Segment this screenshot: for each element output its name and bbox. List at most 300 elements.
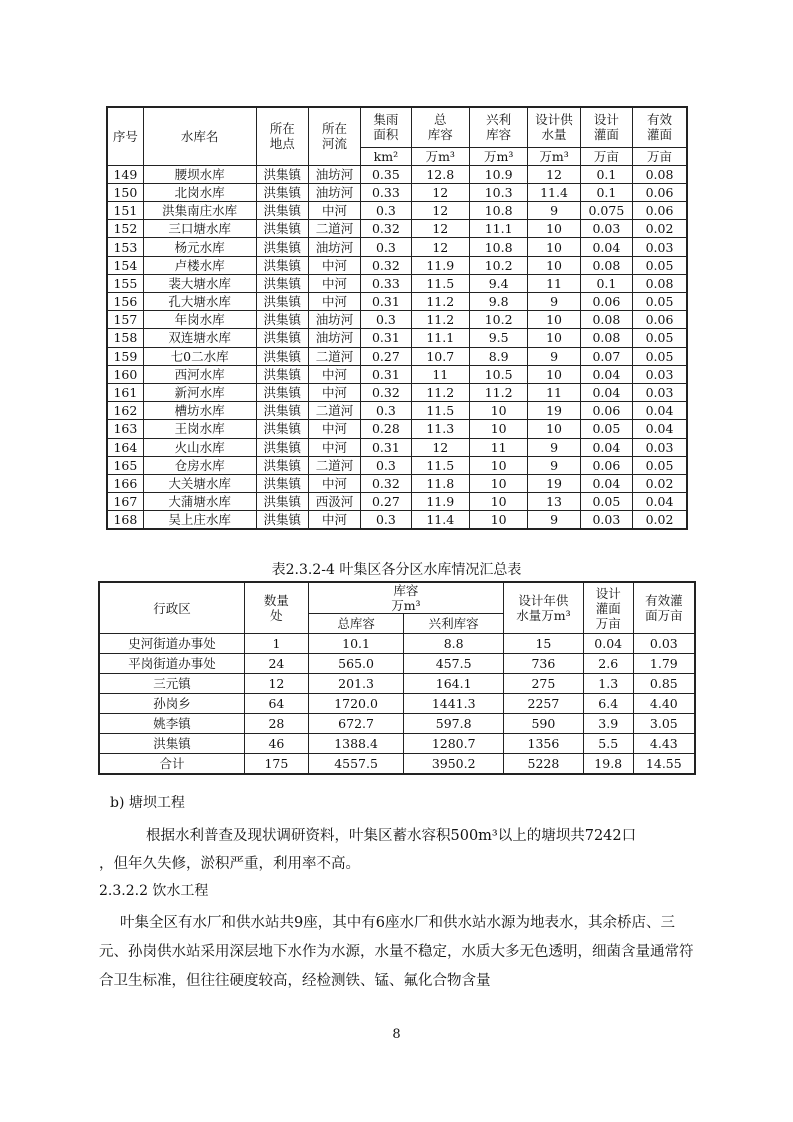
table-cell: 1.3 — [583, 674, 633, 694]
paragraph: 根据水利普查及现状调研资料，叶集区蓄水容积500m³以上的塘坝共7242口 — [146, 828, 637, 844]
table-cell: 中河 — [308, 202, 360, 220]
reservoir-table — [106, 106, 688, 530]
table-cell: 11.5 — [411, 456, 469, 474]
table-cell: 0.32 — [361, 220, 411, 238]
table-row — [99, 734, 695, 754]
table-cell: 15 — [504, 634, 584, 654]
table-cell: 672.7 — [308, 714, 404, 734]
table-cell: 0.3 — [361, 456, 411, 474]
table-cell: 10.3 — [469, 183, 527, 201]
table-cell: 洪集镇 — [256, 165, 308, 183]
reservoir-table-header — [107, 107, 687, 165]
table-cell: 10 — [469, 420, 527, 438]
table-cell: 201.3 — [308, 674, 404, 694]
table-cell: 9 — [528, 202, 580, 220]
table-cell: 吴上庄水库 — [143, 511, 256, 530]
table-cell: 161 — [107, 383, 143, 401]
table-row — [107, 238, 687, 256]
table-cell: 11.2 — [411, 383, 469, 401]
table-cell: 三元镇 — [99, 674, 245, 694]
table-cell: 0.06 — [580, 293, 632, 311]
subheading: b) 塘坝工程 — [110, 795, 185, 811]
table-cell: 164 — [107, 438, 143, 456]
table-cell: 9 — [528, 456, 580, 474]
table-cell: 0.05 — [633, 347, 687, 365]
table-row — [99, 714, 695, 734]
table-cell: 3950.2 — [404, 754, 504, 775]
table-cell: 1.79 — [633, 654, 695, 674]
table-cell: 3.05 — [633, 714, 695, 734]
table-row — [107, 202, 687, 220]
table-cell: 双连塘水库 — [143, 329, 256, 347]
table-cell: 10 — [469, 402, 527, 420]
table-cell: 11.5 — [411, 402, 469, 420]
table-cell: 0.04 — [580, 438, 632, 456]
table-cell: 0.3 — [361, 202, 411, 220]
table-cell: 孔大塘水库 — [143, 293, 256, 311]
table-row — [107, 311, 687, 329]
header-cell: 总库容 — [308, 614, 404, 634]
table-cell: 0.08 — [633, 274, 687, 292]
table-cell: 12 — [411, 238, 469, 256]
table-cell: 0.27 — [361, 493, 411, 511]
table-cell: 0.05 — [633, 293, 687, 311]
table-cell: 3.9 — [583, 714, 633, 734]
table-row — [107, 256, 687, 274]
table-cell: 油坊河 — [308, 238, 360, 256]
table-cell: 8.8 — [404, 634, 504, 654]
table-cell: 中河 — [308, 438, 360, 456]
table-row — [107, 293, 687, 311]
table-row — [107, 183, 687, 201]
header-cell: 集雨 面积 — [361, 107, 411, 147]
table-cell: 149 — [107, 165, 143, 183]
table-cell: 2.6 — [583, 654, 633, 674]
table-cell: 11 — [528, 274, 580, 292]
table-cell: 0.04 — [633, 420, 687, 438]
district-summary-table — [98, 581, 696, 775]
table-cell: 10.7 — [411, 347, 469, 365]
table-cell: 洪集镇 — [256, 329, 308, 347]
table-cell: 1280.7 — [404, 734, 504, 754]
table-cell: 杨元水库 — [143, 238, 256, 256]
table-cell: 0.1 — [580, 183, 632, 201]
table-cell: 153 — [107, 238, 143, 256]
table-cell: 0.28 — [361, 420, 411, 438]
table-cell: 中河 — [308, 256, 360, 274]
table-cell: 北岗水库 — [143, 183, 256, 201]
table-cell: 1441.3 — [404, 694, 504, 714]
table-cell: 166 — [107, 474, 143, 492]
table-cell: 0.03 — [633, 365, 687, 383]
table-cell: 0.06 — [580, 402, 632, 420]
table-cell: 中河 — [308, 274, 360, 292]
table-cell: 11.1 — [411, 329, 469, 347]
table-cell: 11 — [469, 438, 527, 456]
table-row — [99, 674, 695, 694]
table-cell: 590 — [504, 714, 584, 734]
table-cell: 11.4 — [411, 511, 469, 530]
table-cell: 新河水库 — [143, 383, 256, 401]
table-row — [107, 420, 687, 438]
table-cell: 12 — [411, 183, 469, 201]
header-cell: 设计年供 水量万m³ — [504, 582, 584, 634]
table-cell: 10 — [528, 256, 580, 274]
table-cell: 64 — [245, 694, 309, 714]
table-cell: 西汲河 — [308, 493, 360, 511]
table-cell: 中河 — [308, 293, 360, 311]
table-cell: 10 — [469, 474, 527, 492]
table-cell: 洪集镇 — [256, 238, 308, 256]
table-cell: 19 — [528, 474, 580, 492]
table-cell: 卢楼水库 — [143, 256, 256, 274]
header-cell: 有效灌 面万亩 — [633, 582, 695, 634]
table-cell: 年岗水库 — [143, 311, 256, 329]
table-cell: 0.03 — [633, 383, 687, 401]
table-cell: 0.03 — [633, 438, 687, 456]
table-cell: 154 — [107, 256, 143, 274]
table-cell: 4557.5 — [308, 754, 404, 775]
table-cell: 0.32 — [361, 474, 411, 492]
table-cell: 175 — [245, 754, 309, 775]
table-cell: 0.3 — [361, 402, 411, 420]
header-cell: 设计 灌面 万亩 — [583, 582, 633, 634]
table-cell: 王岗水库 — [143, 420, 256, 438]
table-cell: 0.1 — [580, 274, 632, 292]
table-cell: 槽坊水库 — [143, 402, 256, 420]
table-cell: 11.8 — [411, 474, 469, 492]
table-cell: 洪集镇 — [256, 347, 308, 365]
table-cell: 10 — [528, 329, 580, 347]
table-cell: 1720.0 — [308, 694, 404, 714]
table-cell: 洪集镇 — [256, 220, 308, 238]
table-cell: 洪集镇 — [256, 493, 308, 511]
table-cell: 0.03 — [580, 511, 632, 530]
table-cell: 597.8 — [404, 714, 504, 734]
table-cell: 0.05 — [633, 329, 687, 347]
unit-cell: 万亩 — [633, 147, 687, 165]
table-cell: 0.35 — [361, 165, 411, 183]
table-cell: 46 — [245, 734, 309, 754]
header-cell: 兴利 库容 — [469, 107, 527, 147]
table-cell: 西河水库 — [143, 365, 256, 383]
table-cell: 12 — [411, 202, 469, 220]
table-cell: 0.05 — [633, 256, 687, 274]
table-cell: 洪集镇 — [256, 438, 308, 456]
table-cell: 151 — [107, 202, 143, 220]
table-cell: 6.4 — [583, 694, 633, 714]
table-cell: 0.04 — [583, 634, 633, 654]
table-cell: 0.08 — [580, 311, 632, 329]
table-cell: 11.5 — [411, 274, 469, 292]
table-row — [107, 220, 687, 238]
table-cell: 0.27 — [361, 347, 411, 365]
table-cell: 8.9 — [469, 347, 527, 365]
table-cell: 0.03 — [633, 238, 687, 256]
table-cell: 160 — [107, 365, 143, 383]
table-cell: 12 — [411, 220, 469, 238]
table-row — [107, 329, 687, 347]
table-row — [107, 165, 687, 183]
table-row — [107, 365, 687, 383]
table-row — [107, 511, 687, 530]
table-cell: 二道河 — [308, 456, 360, 474]
table-cell: 4.40 — [633, 694, 695, 714]
table-cell: 0.32 — [361, 256, 411, 274]
table-cell: 0.3 — [361, 311, 411, 329]
table-cell: 中河 — [308, 511, 360, 530]
table-cell: 中河 — [308, 420, 360, 438]
unit-cell: 万m³ — [528, 147, 580, 165]
table-cell: 0.05 — [633, 456, 687, 474]
table-row — [99, 654, 695, 674]
table-row — [107, 456, 687, 474]
table-cell: 152 — [107, 220, 143, 238]
table-cell: 油坊河 — [308, 329, 360, 347]
table-cell: 洪集镇 — [256, 274, 308, 292]
summary-table-body — [99, 634, 695, 775]
table-cell: 275 — [504, 674, 584, 694]
header-cell: 总 库容 — [411, 107, 469, 147]
header-cell: 序号 — [107, 107, 143, 165]
table-cell: 0.04 — [580, 238, 632, 256]
table-cell: 11.3 — [411, 420, 469, 438]
table-cell: 10.2 — [469, 311, 527, 329]
table-cell: 0.04 — [580, 474, 632, 492]
table-cell: 油坊河 — [308, 183, 360, 201]
header-cell: 所在 河流 — [308, 107, 360, 165]
table-cell: 457.5 — [404, 654, 504, 674]
table-cell: 0.08 — [633, 165, 687, 183]
table-cell: 1388.4 — [308, 734, 404, 754]
table-cell: 11.1 — [469, 220, 527, 238]
table-cell: 0.08 — [580, 256, 632, 274]
table-cell: 9 — [528, 438, 580, 456]
table-cell: 0.1 — [580, 165, 632, 183]
table-cell: 19.8 — [583, 754, 633, 775]
table-cell: 10.8 — [469, 238, 527, 256]
table-cell: 0.32 — [361, 383, 411, 401]
table-cell: 二道河 — [308, 347, 360, 365]
table-cell: 0.075 — [580, 202, 632, 220]
table-cell: 9.4 — [469, 274, 527, 292]
table-cell: 0.06 — [580, 456, 632, 474]
table-cell: 159 — [107, 347, 143, 365]
table-cell: 11.9 — [411, 493, 469, 511]
table-cell: 10 — [528, 365, 580, 383]
table-cell: 洪集镇 — [256, 256, 308, 274]
table-cell: 10.9 — [469, 165, 527, 183]
unit-cell: 万m³ — [411, 147, 469, 165]
table-cell: 0.31 — [361, 293, 411, 311]
table-row — [107, 474, 687, 492]
header-cell: 设计 灌面 — [580, 107, 632, 147]
table-cell: 裴大塘水库 — [143, 274, 256, 292]
table-row — [107, 383, 687, 401]
table-row — [107, 274, 687, 292]
table-cell: 156 — [107, 293, 143, 311]
table-cell: 孙岗乡 — [99, 694, 245, 714]
summary-table-header — [99, 582, 695, 634]
table-cell: 洪集南庄水库 — [143, 202, 256, 220]
table-row — [107, 438, 687, 456]
table-cell: 9 — [528, 347, 580, 365]
table-cell: 0.02 — [633, 220, 687, 238]
table-cell: 二道河 — [308, 402, 360, 420]
table-cell: 10.8 — [469, 202, 527, 220]
table-cell: 七0二水库 — [143, 347, 256, 365]
table-cell: 2257 — [504, 694, 584, 714]
table-cell: 24 — [245, 654, 309, 674]
table-cell: 10 — [528, 220, 580, 238]
table-cell: 0.31 — [361, 438, 411, 456]
table-cell: 0.02 — [633, 474, 687, 492]
reservoir-table-body — [107, 165, 687, 529]
table-cell: 三口塘水库 — [143, 220, 256, 238]
table-cell: 油坊河 — [308, 311, 360, 329]
table-cell: 0.33 — [361, 274, 411, 292]
table-cell: 11 — [411, 365, 469, 383]
table-cell: 0.06 — [633, 202, 687, 220]
table-cell: 0.31 — [361, 365, 411, 383]
table-cell: 10 — [528, 311, 580, 329]
table-cell: 0.06 — [633, 183, 687, 201]
table-cell: 10.1 — [308, 634, 404, 654]
table-cell: 火山水库 — [143, 438, 256, 456]
header-cell: 数量 处 — [245, 582, 309, 634]
table-cell: 11.2 — [411, 311, 469, 329]
table-cell: 9.8 — [469, 293, 527, 311]
table-row — [99, 694, 695, 714]
table-caption: 表2.3.2-4 叶集区各分区水库情况汇总表 — [271, 562, 522, 578]
table-row — [99, 754, 695, 775]
table-cell: 平岗街道办事处 — [99, 654, 245, 674]
header-cell: 设计供 水量 — [528, 107, 580, 147]
table-cell: 11.4 — [528, 183, 580, 201]
table-cell: 0.85 — [633, 674, 695, 694]
header-cell: 有效 灌面 — [633, 107, 687, 147]
table-cell: 158 — [107, 329, 143, 347]
table-cell: 中河 — [308, 474, 360, 492]
table-cell: 11 — [528, 383, 580, 401]
table-cell: 0.07 — [580, 347, 632, 365]
table-cell: 合计 — [99, 754, 245, 775]
unit-cell: 万亩 — [580, 147, 632, 165]
table-cell: 洪集镇 — [256, 365, 308, 383]
table-cell: 150 — [107, 183, 143, 201]
table-cell: 10.5 — [469, 365, 527, 383]
table-cell: 0.02 — [633, 511, 687, 530]
table-cell: 155 — [107, 274, 143, 292]
table-cell: 洪集镇 — [99, 734, 245, 754]
table-cell: 0.05 — [580, 493, 632, 511]
table-cell: 0.04 — [580, 365, 632, 383]
header-cell: 行政区 — [99, 582, 245, 634]
table-cell: 10 — [469, 511, 527, 530]
table-cell: 11.2 — [411, 293, 469, 311]
table-cell: 洪集镇 — [256, 311, 308, 329]
table-cell: 大蒲塘水库 — [143, 493, 256, 511]
table-cell: 12 — [245, 674, 309, 694]
table-cell: 14.55 — [633, 754, 695, 775]
table-cell: 4.43 — [633, 734, 695, 754]
table-cell: 11.2 — [469, 383, 527, 401]
table-cell: 10.2 — [469, 256, 527, 274]
unit-cell: km² — [361, 147, 411, 165]
table-cell: 736 — [504, 654, 584, 674]
table-cell: 大关塘水库 — [143, 474, 256, 492]
table-cell: 史河街道办事处 — [99, 634, 245, 654]
table-cell: 165 — [107, 456, 143, 474]
table-cell: 0.3 — [361, 238, 411, 256]
table-cell: 1356 — [504, 734, 584, 754]
table-cell: 9 — [528, 293, 580, 311]
table-cell: 12 — [411, 438, 469, 456]
table-cell: 28 — [245, 714, 309, 734]
table-cell: 157 — [107, 311, 143, 329]
table-cell: 0.05 — [580, 420, 632, 438]
table-cell: 洪集镇 — [256, 474, 308, 492]
table-cell: 0.04 — [580, 383, 632, 401]
table-cell: 姚李镇 — [99, 714, 245, 734]
table-cell: 洪集镇 — [256, 293, 308, 311]
table-row — [107, 493, 687, 511]
paragraph: 叶集全区有水厂和供水站共9座，其中有6座水厂和供水站水源为地表水，其余桥店、三元、孙岗供水站采用深层地下水作为水源，水量不稳定，水质大多无色透明，细菌含量通常符合卫生标准，但往往硬度较高，经检测铁、锰、氟化合物含量 — [99, 915, 694, 989]
header-cell: 所在 地点 — [256, 107, 308, 165]
table-cell: 0.31 — [361, 329, 411, 347]
table-cell: 1 — [245, 634, 309, 654]
table-cell: 0.03 — [633, 634, 695, 654]
table-cell: 9.5 — [469, 329, 527, 347]
table-cell: 腰坝水库 — [143, 165, 256, 183]
section-heading: 2.3.2.2 饮水工程 — [99, 883, 209, 899]
table-cell: 中河 — [308, 365, 360, 383]
table-cell: 0.04 — [633, 402, 687, 420]
header-cell: 库容 万m³ — [308, 582, 503, 614]
table-cell: 167 — [107, 493, 143, 511]
table-cell: 12 — [528, 165, 580, 183]
table-cell: 洪集镇 — [256, 202, 308, 220]
paragraph: ，但年久失修，淤积严重，利用率不高。 — [99, 856, 360, 872]
table-cell: 二道河 — [308, 220, 360, 238]
table-row — [107, 402, 687, 420]
table-cell: 10 — [528, 420, 580, 438]
table-cell: 10 — [469, 493, 527, 511]
table-cell: 565.0 — [308, 654, 404, 674]
table-cell: 164.1 — [404, 674, 504, 694]
table-cell: 11.9 — [411, 256, 469, 274]
table-cell: 5228 — [504, 754, 584, 775]
table-cell: 中河 — [308, 383, 360, 401]
table-cell: 19 — [528, 402, 580, 420]
table-cell: 12.8 — [411, 165, 469, 183]
table-cell: 仓房水库 — [143, 456, 256, 474]
page-number: 8 — [392, 1027, 401, 1042]
table-cell: 5.5 — [583, 734, 633, 754]
table-cell: 0.04 — [633, 493, 687, 511]
table-cell: 0.06 — [633, 311, 687, 329]
table-cell: 0.08 — [580, 329, 632, 347]
table-cell: 洪集镇 — [256, 183, 308, 201]
table-row — [107, 347, 687, 365]
header-cell: 兴利库容 — [404, 614, 504, 634]
table-cell: 10 — [528, 238, 580, 256]
table-cell: 9 — [528, 511, 580, 530]
table-cell: 0.03 — [580, 220, 632, 238]
table-cell: 162 — [107, 402, 143, 420]
table-cell: 洪集镇 — [256, 511, 308, 530]
table-cell: 洪集镇 — [256, 383, 308, 401]
